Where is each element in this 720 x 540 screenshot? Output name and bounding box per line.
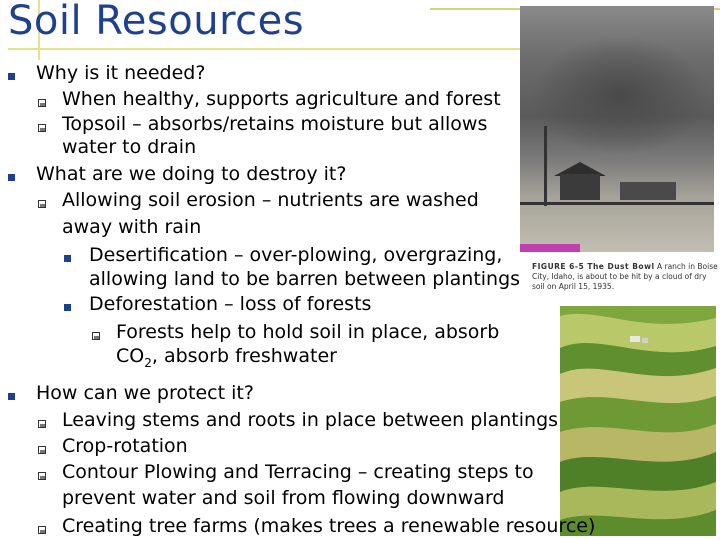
- sub-bullet-marker: [92, 332, 100, 340]
- bullet-why-heading: Why is it needed?: [36, 62, 206, 84]
- bullet-marker: [8, 174, 15, 181]
- bullet-marker: [8, 73, 15, 80]
- bullet-forests-b: [116, 345, 337, 374]
- bullet-destroy-heading: What are we doing to destroy it?: [36, 163, 347, 185]
- sub-bullet-marker: [38, 200, 46, 208]
- bullet-why-2b: water to drain: [62, 136, 197, 158]
- sub-bullet-marker: [38, 472, 46, 480]
- bullet-protect-2: Crop-rotation: [62, 435, 188, 457]
- bullet-why-2a: Topsoil – absorbs/retains moisture but allows: [62, 113, 488, 135]
- forests-b-rest: , absorb freshwater: [151, 345, 337, 367]
- bullet-why-1: When healthy, supports agriculture and forest: [62, 88, 501, 110]
- co2-text: CO: [116, 345, 145, 367]
- bullet-desertification-b: allowing land to be barren between plantings: [89, 268, 521, 290]
- sub-bullet-marker: [38, 526, 46, 534]
- sub-bullet-marker: [38, 420, 46, 428]
- bullet-protect-1: Leaving stems and roots in place between plantings: [62, 409, 559, 431]
- bullet-forests-a: Forests help to hold soil in place, absorb: [116, 321, 500, 343]
- sub-bullet-marker: [38, 446, 46, 454]
- bullet-protect-3a: Contour Plowing and Terracing – creating steps to: [62, 461, 534, 483]
- bullet-marker: [64, 255, 71, 262]
- bullet-protect-4: Creating tree farms (makes trees a renewable resource): [62, 515, 596, 537]
- sub-bullet-marker: [38, 99, 46, 107]
- co2-subscript: 2: [144, 355, 152, 370]
- bullet-desertification-a: Desertification – over-plowing, overgrazing,: [89, 244, 503, 266]
- bullet-protect-3b: prevent water and soil from flowing downward: [62, 487, 505, 509]
- slide-title: Soil Resources: [8, 0, 305, 44]
- bullet-protect-heading: How can we protect it?: [36, 382, 254, 404]
- bullet-marker: [8, 393, 15, 400]
- caption-text: A ranch in Boise City, Idaho, is about to be hit by a cloud of dry soil on April 15, 1935.: [532, 262, 718, 291]
- bullet-destroy-1b: away with rain: [62, 216, 202, 238]
- caption-figure-label: FIGURE 6-5 The Dust Bowl: [532, 262, 655, 271]
- bullet-marker: [64, 304, 71, 311]
- bullet-destroy-1a: Allowing soil erosion – nutrients are washed: [62, 189, 479, 211]
- sub-bullet-marker: [38, 124, 46, 132]
- bullet-deforestation: Deforestation – loss of forests: [89, 293, 372, 315]
